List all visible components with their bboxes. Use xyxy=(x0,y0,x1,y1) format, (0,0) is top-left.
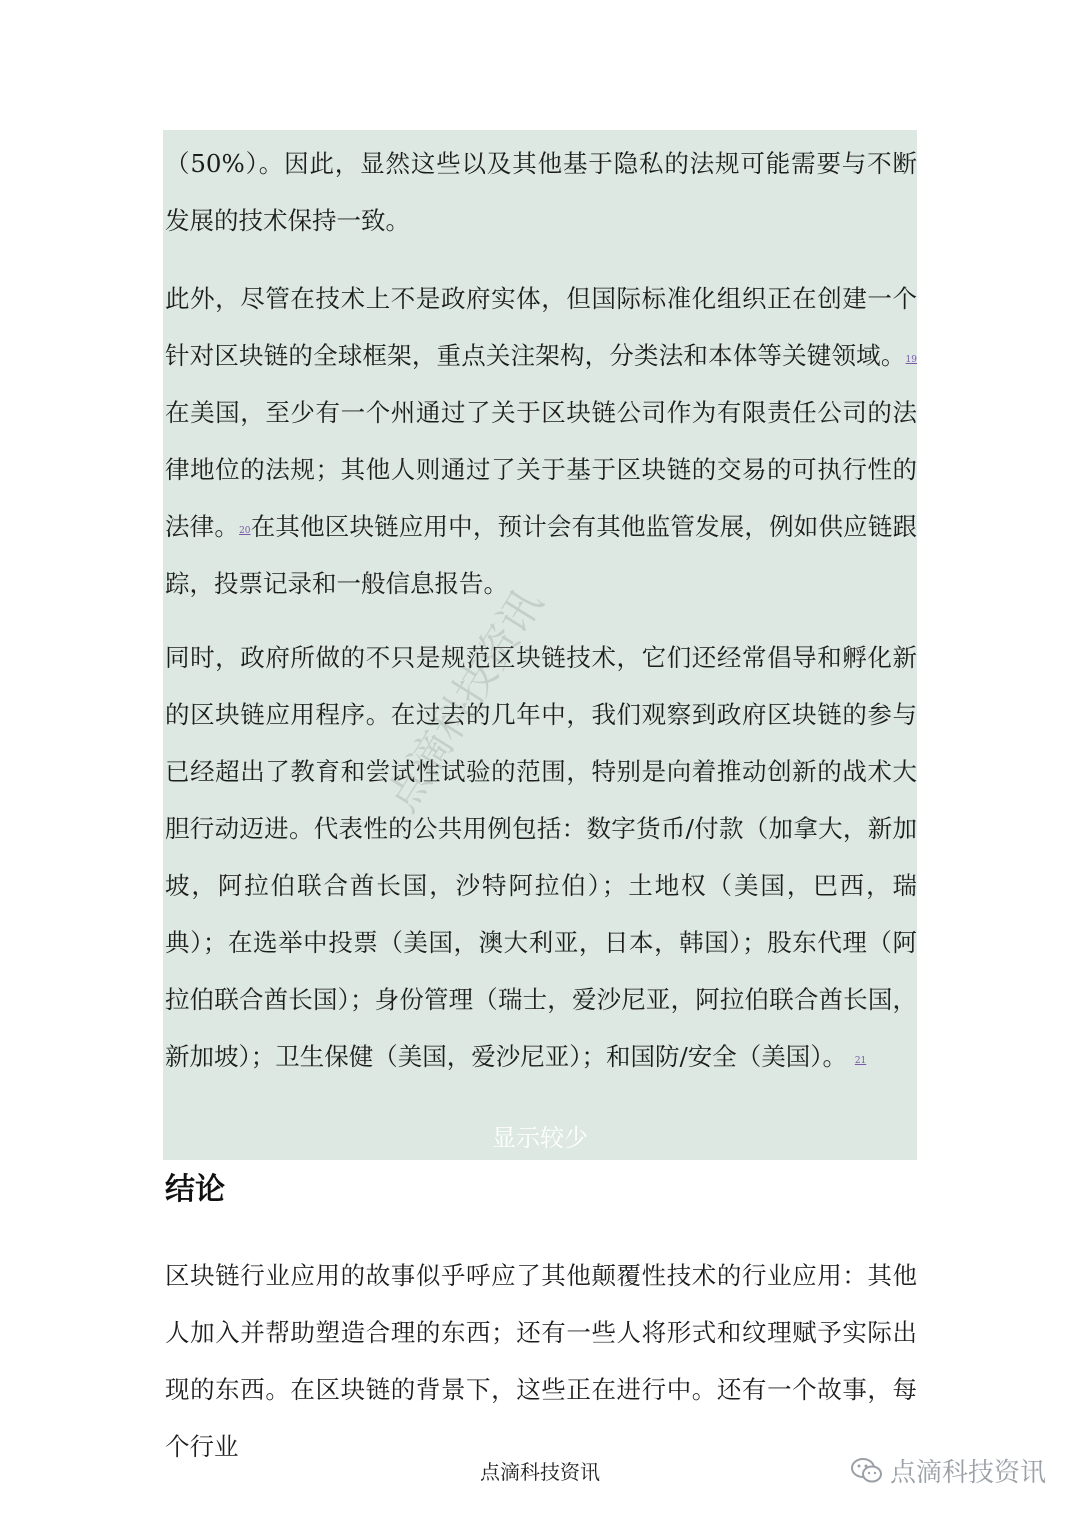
show-less-button[interactable]: 显示较少 xyxy=(492,1124,588,1152)
footnote-link[interactable]: 19 xyxy=(905,355,917,365)
paragraph-text: 在其他区块链应用中，预计会有其他监管发展，例如供应链跟踪，投票记录和一般信息报告。 xyxy=(165,512,918,598)
paragraph-text: 在美国，至少有一个州通过了关于区块链公司作为有限责任公司的法律地位的法规；其他人则通过了关于基于区块链的交易的可执行性的法律。 xyxy=(165,398,917,541)
paragraph-privacy xyxy=(165,135,917,249)
wechat-icon xyxy=(850,1456,884,1486)
section-heading: 结论 xyxy=(165,1172,225,1207)
watermark-text: 点滴科技资讯 xyxy=(376,580,552,821)
footnote-link[interactable]: 21 xyxy=(854,1056,867,1066)
paragraph-text: （50%）。因此，显然这些以及其他基于隐私的法规可能需要与不断发展的技术保持一致。 xyxy=(165,149,917,235)
footnote-link[interactable]: 20 xyxy=(239,526,251,536)
paragraph-standards xyxy=(165,270,917,612)
brand-watermark xyxy=(850,1452,1046,1489)
paragraph-text: 区块链行业应用的故事似乎呼应了其他颠覆性技术的行业应用：其他人加入并帮助塑造合理的东西；还有一些人将形式和纹理赋予实际出现的东西。在区块链的背景下，这些正在进行中。还有一个故事，每个行业 xyxy=(165,1261,917,1461)
brand-name: 点滴科技资讯 xyxy=(889,1458,1046,1488)
paragraph-text: 此外，尽管在技术上不是政府实体，但国际标准化组织正在创建一个针对区块链的全球框架，重点关注架构，分类法和本体等关键领域。 xyxy=(165,284,917,370)
paragraph-conclusion xyxy=(165,1247,917,1475)
paragraph-government-use-cases xyxy=(165,629,917,1085)
paragraph-text: 同时，政府所做的不只是规范区块链技术，它们还经常倡导和孵化新的区块链应用程序。在过去的几年中，我们观察到政府区块链的参与已经超出了教育和尝试性试验的范围，特别是向着推动创新的战术大胆行动迈进。代表性的公共用例包括：数字货币/付款（加拿大，新加坡，阿拉伯联合酋长国，沙特阿拉伯）；土地权（美国，巴西，瑞典）；在选举中投票（美国，澳大利亚，日本，韩国）；股东代理（阿拉伯联合酋长国）；身份管理（瑞士，爱沙尼亚，阿拉伯联合酋长国，新加坡）；卫生保健（美国，爱沙尼亚）；和国防/安全（美国）。 xyxy=(165,643,917,1071)
page-footer-text: 点滴科技资讯 xyxy=(480,1460,600,1484)
